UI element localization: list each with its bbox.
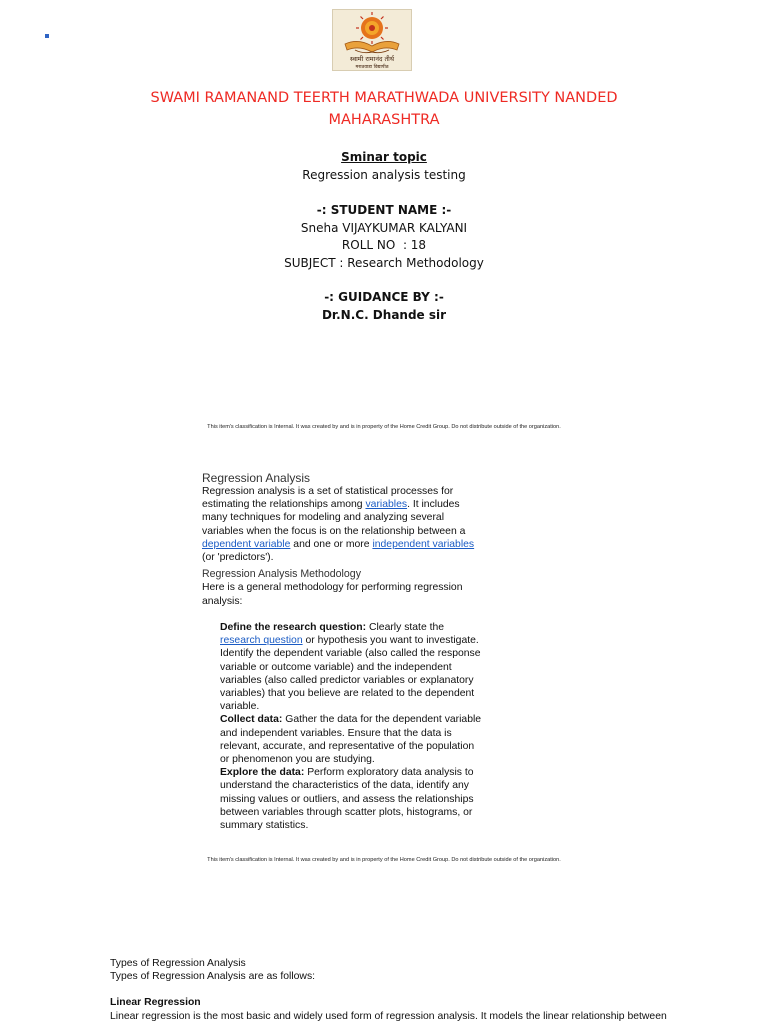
linear-regression-heading: Linear Regression: [110, 997, 201, 1009]
types-section: [110, 957, 730, 1023]
student-heading: -: STUDENT NAME :-: [316, 203, 452, 217]
list-item: [220, 621, 482, 713]
bullet-marker: [45, 34, 49, 38]
guidance-heading: -: GUIDANCE BY :-: [324, 290, 444, 304]
article-paragraph-1: [202, 485, 486, 564]
student-name: Sneha VIJAYKUMAR KALYANI: [300, 220, 468, 235]
types-intro: Types of Regression Analysis are as follows:: [110, 971, 316, 983]
classification-disclaimer: This item's classification is Internal. It was created by and is in property of the Home Credit Group. Do not distribute outside of the organization.: [207, 857, 561, 863]
seminar-block: [0, 149, 768, 184]
guide-name: Dr.N.C. Dhande sir: [321, 307, 447, 322]
variables-link[interactable]: variables: [365, 499, 408, 511]
methodology-intro: Here is a general methodology for performing regression analysis:: [202, 582, 463, 607]
list-item-text: or hypothesis you want to investigate. Identify the dependent variable (also called the response variable or outcome variable) and the independent variables (also called predictor variables or explanatory variables) that you believe are related to the dependent variable.: [220, 635, 481, 713]
list-item-text: Clearly state the: [366, 622, 445, 633]
regression-article: [202, 471, 486, 608]
paragraph-text: . It includes many techniques for modeling and analyzing several variables when the focus is on the relationship between a: [202, 499, 466, 537]
list-item-text: Gather the data for the dependent variable and independent variables. Ensure that the data is relevant, accurate, and representative of the population or phenomenon you are studying.: [220, 714, 482, 766]
university-title-line1: SWAMI RAMANAND TEERTH MARATHWADA UNIVERSITY NANDED: [150, 90, 618, 106]
classification-disclaimer: This item's classification is Internal. It was created by and is in property of the Home Credit Group. Do not distribute outside of the organization.: [207, 424, 561, 430]
subject: SUBJECT : Research Methodology: [284, 255, 484, 270]
university-emblem-icon: [333, 10, 411, 70]
list-item-title: Collect data:: [220, 714, 283, 726]
guidance-block: [0, 289, 768, 324]
list-item-title: Define the research question:: [220, 622, 367, 633]
list-item: [220, 713, 482, 766]
university-logo: [332, 9, 412, 71]
linear-regression-text: Linear regression is the most basic and widely used form of regression analysis. It models the linear relationship between: [110, 1010, 667, 1022]
list-item-title: Explore the data:: [220, 767, 305, 779]
university-title-line2: MAHARASHTRA: [328, 112, 440, 128]
paragraph-text: (or 'predictors').: [202, 552, 274, 564]
paragraph-text: Regression analysis is a set of statistical processes for estimating the relationships among: [202, 486, 454, 511]
types-heading: Types of Regression Analysis: [110, 958, 246, 969]
methodology-subheading: Regression Analysis Methodology: [202, 568, 361, 581]
methodology-list: [220, 621, 482, 832]
roll-number: ROLL NO : 18: [341, 238, 427, 252]
research-question-link[interactable]: research question: [220, 635, 303, 647]
list-item: [220, 766, 482, 832]
logo-caption-line1: स्वामी रामानंद तीर्थ: [349, 55, 395, 63]
seminar-heading: Sminar topic: [341, 150, 427, 164]
independent-variables-link[interactable]: independent variables: [372, 538, 475, 550]
seminar-topic: Regression analysis testing: [302, 167, 466, 182]
student-block: [0, 202, 768, 272]
article-heading: Regression Analysis: [202, 471, 311, 485]
list-item-text: Perform exploratory data analysis to understand the characteristics of the data, identify any missing values or outliers, and assess the relationships between variables through scatter plots, histograms, or summary statistics.: [220, 767, 474, 832]
university-title: [0, 87, 768, 131]
logo-caption-line2: मराठवाडा विद्यापीठ: [355, 65, 389, 70]
dependent-variable-link[interactable]: dependent variable: [202, 538, 291, 550]
paragraph-text: and one or more: [290, 538, 373, 550]
